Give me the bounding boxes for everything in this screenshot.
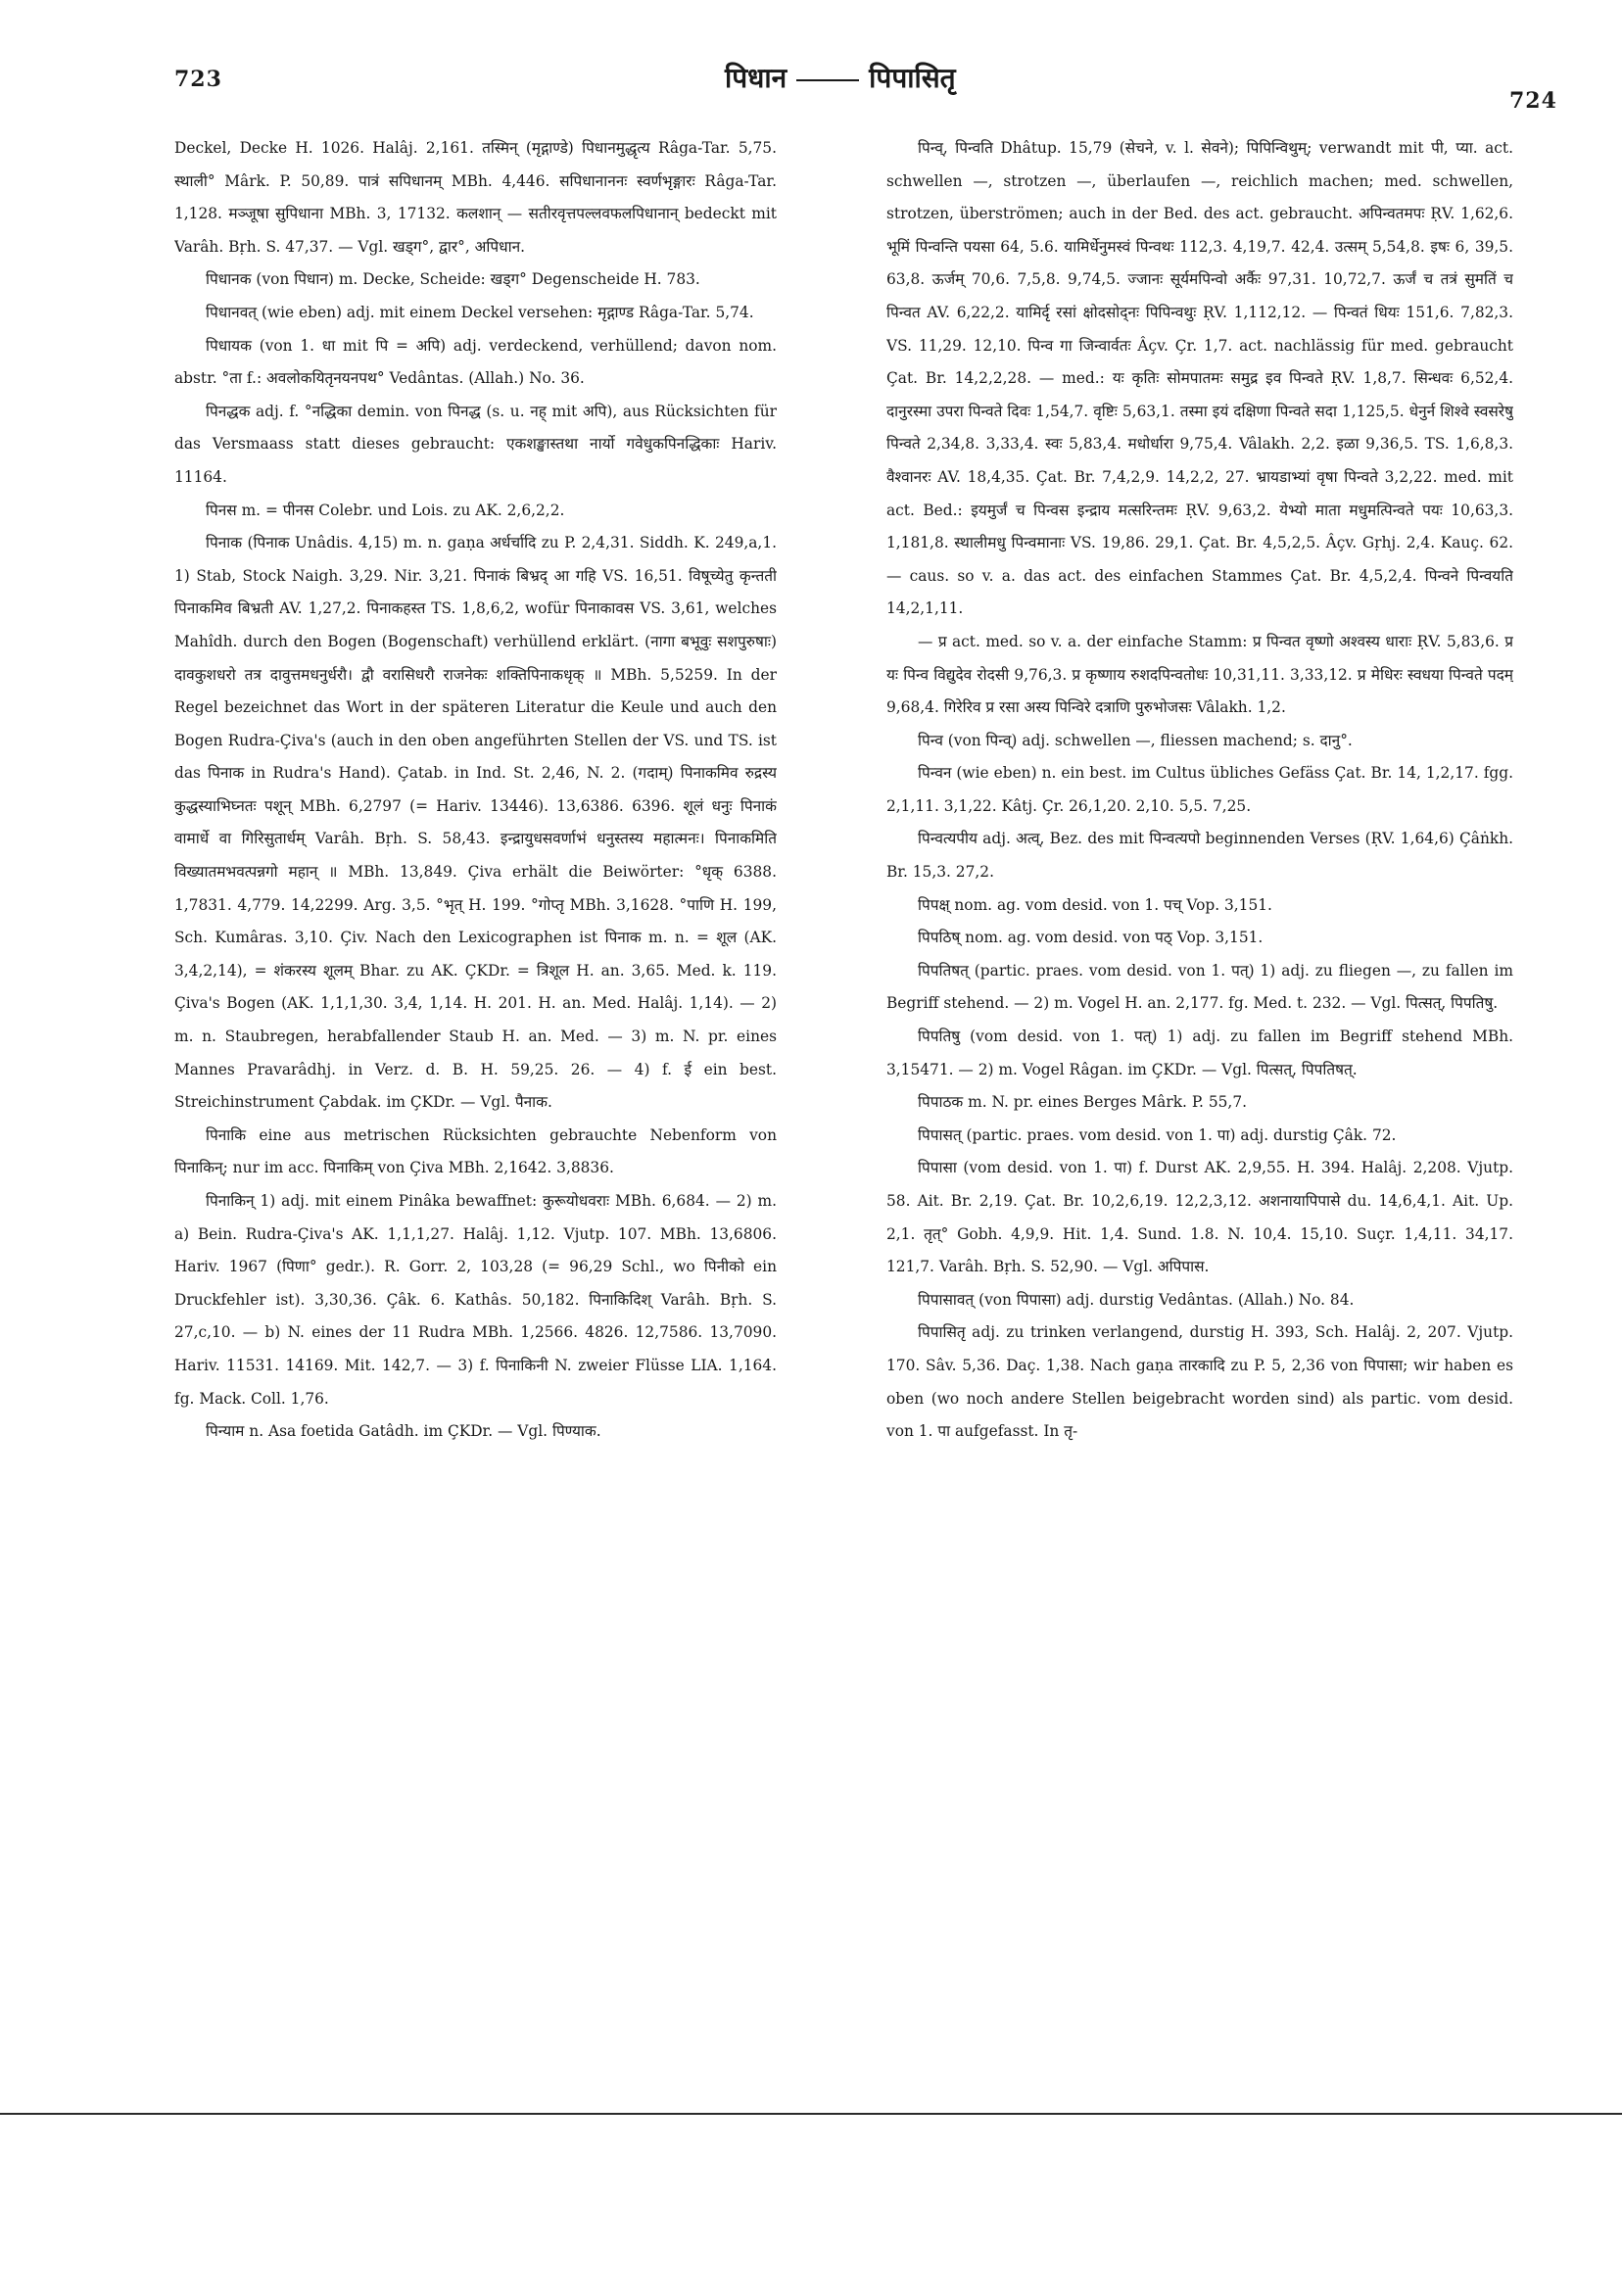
dictionary-entry: पिन्व (von पिन्व्) adj. schwellen —, fliessen machend; s. दानु°. xyxy=(918,731,1353,749)
dictionary-entry: — प्र act. med. so v. a. der einfache Stamm: प्र पिन्वत वृष्णो अश्वस्य धाराः ṚV. 5,83,6. प्र यः पिन्व विद्युदेव रोदसी 9,76,3. प्र कृष्णाय रुशदपिन्वतोधः 10,31,11. 3,33,12. प्र मेधिरः स्वधया पिन्वते पदम् 9,68,4. गिरेरिव प्र रसा अस्य पिन्विरे दत्राणि पुरुभोजसः Vâlakh. 1,2. xyxy=(886,632,1513,717)
dictionary-entry: पिनाकिन् 1) adj. mit einem Pinâka bewaffnet: कुरूयोधवराः MBh. 6,684. — 2) m. a) Bein. Rudra-Çiva's AK. 1,1,1,27. Halâj. 1,12. Vjutp. 107. MBh. 13,6806. Hariv. 1967 (पिणा° gedr.). R. Gorr. 2, 103,28 (= 96,29 Schl., wo पिनीको ein Druckfehler ist). 3,30,36. Çâk. 6. Kathâs. 50,182. पिनाकिदिश् Varâh. Bṛh. S. 27,c,10. — b) N. eines der 11 Rudra MBh. 1,2566. 4826. 12,7586. 13,7090. Hariv. 11531. 14169. Mit. 142,7. — 3) f. पिनाकिनी N. zweier Flüsse LIA. 1,164. fg. Mack. Coll. 1,76. xyxy=(174,1192,777,1408)
page-number-right: 724 xyxy=(1509,88,1557,114)
dictionary-entry: पिपक्ष् nom. ag. vom desid. von 1. पच् Vop. 3,151. xyxy=(918,895,1272,914)
dictionary-entry: पिनद्धक adj. f. °नद्धिका demin. von पिनद्ध (s. u. नह् mit अपि), aus Rücksichten für das Versmaass statt dieses gebraucht: एकशङ्खास्तथा नार्यो गवेधुकपिनद्धिकाः Hariv. 11164. xyxy=(174,402,777,486)
dictionary-entry: पिधायक (von 1. धा mit पि = अपि) adj. verdeckend, verhüllend; davon nom. abstr. °ता f.: अवलोकयितृनयनपथ° Vedântas. (Allah.) No. 36. xyxy=(174,336,777,388)
dictionary-entry: पिनाकि eine aus metrischen Rücksichten gebrauchte Nebenform von पिनाकिन्; nur im acc. पिनाकिम् von Çiva MBh. 2,1642. 3,8836. xyxy=(174,1125,777,1177)
page-header xyxy=(0,0,1622,118)
dictionary-entry: पिधानवत् (wie eben) adj. mit einem Deckel versehen: मृद्गाण्ड Râga-Tar. 5,74. xyxy=(206,303,754,321)
dictionary-entry: पिन्याम n. Asa foetida Gatâdh. im ÇKDr. — Vgl. पिण्याक. xyxy=(206,1422,601,1441)
bottom-rule xyxy=(0,2113,1622,2115)
dictionary-entry: पिनाक (पिनाक Unâdis. 4,15) m. n. gaṇa अर्धर्चादि zu P. 2,4,31. Siddh. K. 249,a,1. 1) Stab, Stock Naigh. 3,29. Nir. 3,21. पिनाकं बिभ्रद् आ गहि VS. 16,51. विषूच्येतु कृन्तती पिनाकमिव बिभ्रती AV. 1,27,2. पिनाकहस्त TS. 1,8,6,2, wofür पिनाकावस VS. 3,61, welches Mahîdh. durch den Bogen (Bogenschaft) verhüllend erklärt. (नागा बभूवुः सशपुरुषाः) दावकुशधरो तत्र दावुत्तमधनुर्धरौ। द्वौ वरासिधरौ राजनेकः शक्तिपिनाकधृक् ॥ MBh. 5,5259. In der Regel bezeichnet das Wort in der späteren Literatur die Keule und auch den Bogen Rudra-Çiva's (auch in den oben angeführten Stellen der VS. und TS. ist das पिनाक in Rudra's Hand). Çatab. in Ind. St. 2,46, N. 2. (गदाम्) पिनाकमिव रुद्रस्य कुद्धस्याभिघ्नतः पशून् MBh. 6,2797 (= Hariv. 13446). 13,6386. 6396. शूलं धनुः पिनाकं वामार्धे वा गिरिसुतार्धम् Varâh. Bṛh. S. 58,43. इन्द्रायुधसवर्णाभं धनुस्तस्य महात्मनः। पिनाकमिति विख्यातमभवत्पन्नगो महान् ॥ MBh. 13,849. Çiva erhält die Beiwörter: °धृक् 6388. 1,7831. 4,779. 14,2299. Arg. 3,5. °भृत् H. 199. °गोप्तृ MBh. 3,1628. °पाणि H. 199, Sch. Kumâras. 3,10. Çiv. Nach den Lexicographen ist पिनाक m. n. = शूल (AK. 3,4,2,14), = शंकरस्य शूलम् Bhar. zu AK. ÇKDr. = त्रिशूल H. an. 3,65. Med. k. 119. Çiva's Bogen (AK. 1,1,1,30. 3,4, 1,14. H. 201. H. an. Med. Halâj. 1,14). — 2) m. n. Staubregen, herabfallender Staub H. an. Med. — 3) m. N. pr. eines Mannes Pravarâdhj. in Verz. d. B. H. 59,25. 26. — 4) f. ई ein best. Streichinstrument Çabdak. im ÇKDr. — Vgl. पैनाक. xyxy=(174,534,777,1112)
dictionary-entry: पिपासावत् (von पिपासा) adj. durstig Vedântas. (Allah.) No. 84. xyxy=(918,1290,1355,1309)
dictionary-entry: पिन्वत्यपीय adj. अत्व्, Bez. des mit पिन्वत्यपो beginnenden Verses (ṚV. 1,64,6) Çâṅkh. Br. 15,3. 27,2. xyxy=(886,830,1513,882)
dictionary-entry: पिपासत् (partic. praes. vom desid. von 1. पा) adj. durstig Çâk. 72. xyxy=(918,1125,1397,1144)
dictionary-entry: पिपतिषत् (partic. praes. vom desid. von 1. पत्) 1) adj. zu fliegen —, zu fallen im Begriff stehend. — 2) m. Vogel H. an. 2,177. fg. Med. t. 232. — Vgl. पित्सत्, पिपतिषु. xyxy=(886,961,1513,1013)
dictionary-entry: Deckel, Decke H. 1026. Halâj. 2,161. तस्मिन् (मृद्गाण्डे) पिधानमुद्धृत्य Râga-Tar. 5,75. स्थाली° Mârk. P. 50,89. पात्रं सपिधानम् MBh. 4,446. सपिधानाननः स्वर्णभृङ्गारः Râga-Tar. 1,128. मञ्जूषा सुपिधाना MBh. 3, 17132. कलशान् — सतीरवृत्तपल्लवफलपिधानान् bedeckt mit Varâh. Bṛh. S. 47,37. — Vgl. खड्ग°, द्वार°, अपिधान. xyxy=(174,139,777,256)
dictionary-entry: पिधानक (von पिधान) m. Decke, Scheide: खड्ग° Degenscheide H. 783. xyxy=(206,270,700,289)
dictionary-entry: पिपाठक m. N. pr. eines Berges Mârk. P. 55,7. xyxy=(918,1093,1248,1112)
dictionary-entry: पिपठिष् nom. ag. vom desid. von पठ् Vop. 3,151. xyxy=(918,929,1264,947)
dictionary-entry: पिपासितृ adj. zu trinken verlangend, durstig H. 393, Sch. Halâj. 2, 207. Vjutp. 170. Sâv. 5,36. Daç. 1,38. Nach gaṇa तारकादि zu P. 5, 2,36 von पिपासा; wir haben es oben (wo noch andere Stellen beigebracht worden sind) als partic. vom desid. von 1. पा aufgefasst. In तृ- xyxy=(886,1323,1513,1441)
running-title xyxy=(725,59,956,96)
left-column xyxy=(174,132,777,1979)
dictionary-entry: पिन्वन (wie eben) n. ein best. im Cultus übliches Gefäss Çat. Br. 14, 1,2,17. fgg. 2,1,11. 3,1,22. Kâtj. Çr. 26,1,20. 2,10. 5,5. 7,25. xyxy=(886,764,1513,815)
running-title-left: पिधान xyxy=(725,62,787,94)
right-column xyxy=(886,132,1513,1979)
page-number-left: 723 xyxy=(174,67,222,92)
dictionary-entry: पिनस m. = पीनस Colebr. und Lois. zu AK. 2,6,2,2. xyxy=(206,501,565,519)
dictionary-entry: पिन्व्, पिन्वति Dhâtup. 15,79 (सेचने, v. l. सेवने); पिपिन्विथुम्; verwandt mit पी, प्या. act. schwellen —, strotzen —, überlaufen —, reichlich machen; med. schwellen, strotzen, überströmen; auch in der Bed. des act. gebraucht. अपिन्वतमपः ṚV. 1,62,6. भूमिं पिन्वन्ति पयसा 64, 5.6. यामिर्धेनुमस्वं पिन्वथः 112,3. 4,19,7. 42,4. उत्सम् 5,54,8. इषः 6, 39,5. 63,8. ऊर्जम् 70,6. 7,5,8. 9,74,5. ज्जानः सूर्यमपिन्वो अर्कैः 97,31. 10,72,7. ऊर्जं च तत्रं सुमतिं च पिन्वत AV. 6,22,2. यामिर्दृ रसां क्षोदसोद्नः पिपिन्वथुः ṚV. 1,112,12. — पिन्वतं धियः 151,6. 7,82,3. VS. 11,29. 12,10. पिन्व गा जिन्वार्वतः Âçv. Çr. 1,7. act. nachlässig für med. gebraucht Çat. Br. 14,2,2,28. — med.: यः कृतिः सोमपातमः समुद्र इव पिन्वते ṚV. 1,8,7. सिन्धवः 6,52,4. दानुरस्मा उपरा पिन्वते दिवः 1,54,7. वृष्टिः 5,63,1. तस्मा इयं दक्षिणा पिन्वते सदा 1,125,5. धेनुर्न शिश्वे स्वसरेषु पिन्वते 2,34,8. 3,33,4. स्वः 5,83,4. मधोर्धारा 9,75,4. Vâlakh. 2,2. इळा 9,36,5. TS. 1,6,8,3. वैश्वानरः AV. 18,4,35. Çat. Br. 7,4,2,9. 14,2,2, 27. भ्रायडाभ्यां वृषा पिन्वते 3,2,22. med. mit act. Bed.: इयमुर्जं च पिन्वस इन्द्राय मत्सरिन्तमः ṚV. 9,63,2. येभ्यो माता मधुमत्पिन्वते पयः 10,63,3. 1,181,8. स्थालीमधु पिन्वमानाः VS. 19,86. 29,1. Çat. Br. 4,5,2,5. Âçv. Gṛhj. 2,4. Kauç. 62. — caus. so v. a. das act. des einfachen Stammes Çat. Br. 4,5,2,4. पिन्वने पिन्वयति 14,2,1,11. xyxy=(886,139,1513,618)
running-title-dash xyxy=(796,79,859,81)
dictionary-entry: पिपासा (vom desid. von 1. पा) f. Durst AK. 2,9,55. H. 394. Halâj. 2,208. Vjutp. 58. Ait. Br. 2,19. Çat. Br. 10,2,6,19. 12,2,3,12. अशनायापिपासे du. 14,6,4,1. Ait. Up. 2,1. तृत्° Gobh. 4,9,9. Hit. 1,4. Sund. 1.8. N. 10,4. 15,10. Suçr. 1,4,11. 34,17. 121,7. Varâh. Bṛh. S. 52,90. — Vgl. अपिपास. xyxy=(886,1159,1513,1276)
running-title-right: पिपासितृ xyxy=(869,62,956,94)
dictionary-entry: पिपतिषु (vom desid. von 1. पत्) 1) adj. zu fallen im Begriff stehend MBh. 3,15471. — 2) m. Vogel Râgan. im ÇKDr. — Vgl. पित्सत्, पिपतिषत्. xyxy=(886,1028,1513,1078)
